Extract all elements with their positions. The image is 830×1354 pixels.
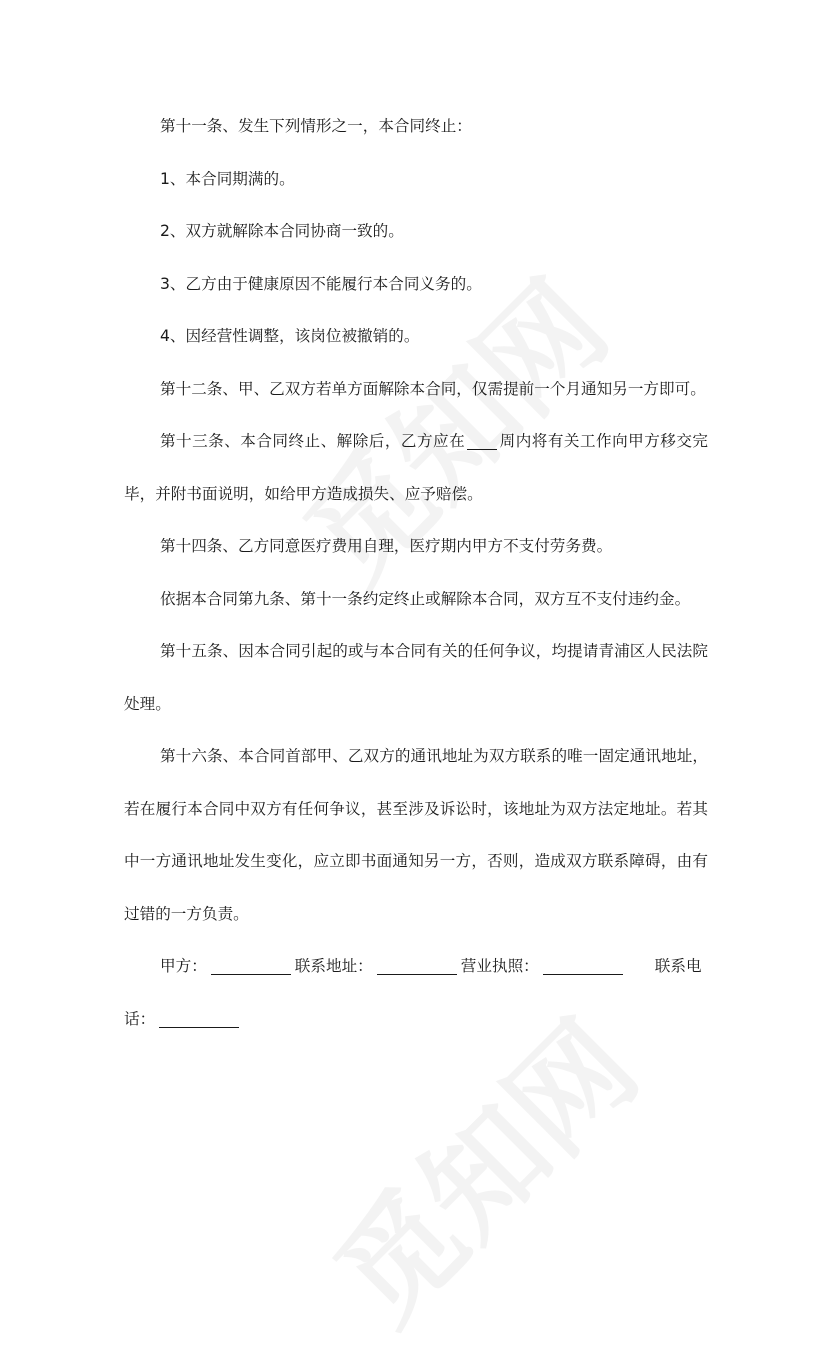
license-field[interactable] <box>543 956 623 975</box>
signature-block <box>124 940 708 1045</box>
clause-14: 第十四条、乙方同意医疗费用自理，医疗期内甲方不支付劳务费。 <box>160 537 613 555</box>
document-page <box>124 100 708 1045</box>
clause-11-item-4: 4、因经营性调整，该岗位被撤销的。 <box>160 327 420 345</box>
party-a-field[interactable] <box>211 956 291 975</box>
license-label: 营业执照： <box>460 957 539 975</box>
blank-weeks-field[interactable] <box>467 431 497 450</box>
address-label: 联系地址： <box>294 957 373 975</box>
clause-13-after: 周内将有关工作向甲方移交完毕，并附书面说明，如给甲方造成损失、应予赔偿。 <box>124 432 708 503</box>
clause-11-item-1: 1、本合同期满的。 <box>160 169 295 188</box>
clause-11-item-2: 2、双方就解除本合同协商一致的。 <box>160 222 404 240</box>
phone-field[interactable] <box>159 1009 239 1028</box>
clause-15: 第十五条、因本合同引起的或与本合同有关的任何争议，均提请青浦区人民法院处理。 <box>124 642 708 713</box>
address-field[interactable] <box>377 956 457 975</box>
phone-label: 联系电话： <box>124 957 702 1028</box>
party-a-label: 甲方： <box>160 957 207 975</box>
clause-13 <box>124 415 708 520</box>
clause-16: 第十六条、本合同首部甲、乙双方的通讯地址为双方联系的唯一固定通讯地址，若在履行本合同中双方有任何争议，甚至涉及诉讼时，该地址为双方法定地址。若其中一方通讯地址发生变化，应立即书面通知另一方，否则，造成双方联系障碍，由有过错的一方负责。 <box>124 747 708 923</box>
clause-11-intro: 第十一条、发生下列情形之一，本合同终止： <box>160 117 472 135</box>
clause-12: 第十二条、甲、乙双方若单方面解除本合同，仅需提前一个月通知另一方即可。 <box>160 379 706 398</box>
clause-13-before: 第十三条、本合同终止、解除后，乙方应在 <box>160 432 466 450</box>
clause-11-item-3: 3、乙方由于健康原因不能履行本合同义务的。 <box>160 274 482 293</box>
clause-14-note: 依据本合同第九条、第十一条约定终止或解除本合同，双方互不支付违约金。 <box>160 589 691 608</box>
